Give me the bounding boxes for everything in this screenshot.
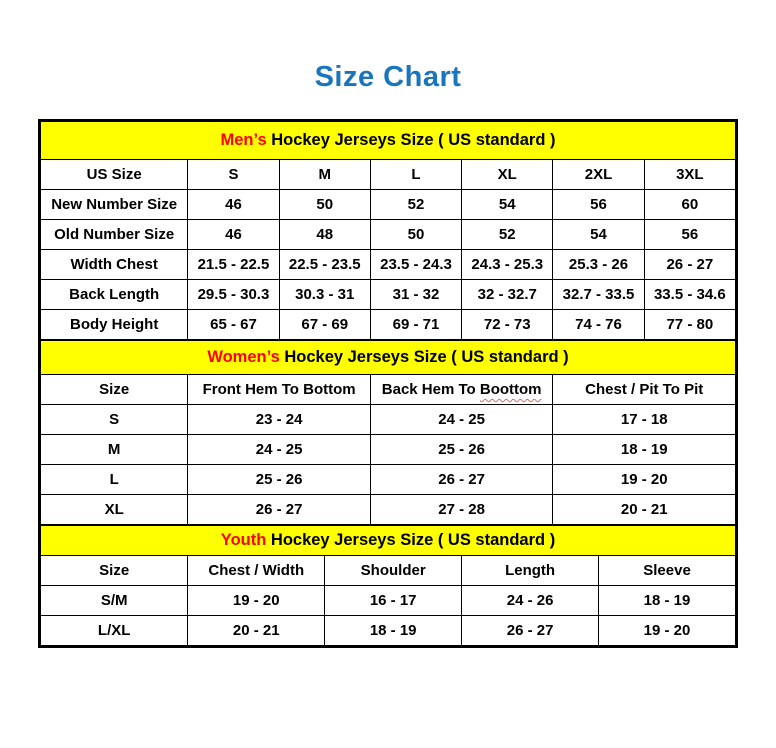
row-label: Body Height (41, 310, 188, 340)
womens-header-back-hem (370, 375, 553, 405)
cell: 32.7 - 33.5 (553, 280, 644, 310)
womens-band-rest: Hockey Jerseys Size ( US standard ) (279, 348, 569, 366)
cell: 16 - 17 (325, 586, 462, 616)
womens-header-row (41, 375, 736, 405)
cell: 54 (553, 220, 644, 250)
cell: 46 (188, 220, 279, 250)
table-row (41, 495, 736, 525)
cell: 46 (188, 190, 279, 220)
cell: 24 - 26 (462, 586, 599, 616)
table-row (41, 616, 736, 646)
youth-band-highlight: Youth (220, 531, 267, 549)
table-row (41, 310, 736, 340)
table-row (41, 405, 736, 435)
row-label: XL (41, 495, 188, 525)
back-hem-prefix: Back Hem To (381, 381, 480, 398)
cell: 30.3 - 31 (279, 280, 370, 310)
cell: 50 (370, 220, 461, 250)
youth-header-size: Size (41, 556, 188, 586)
mens-header-us-size: US Size (41, 160, 188, 190)
mens-band-title (41, 122, 736, 160)
mens-header-l: L (370, 160, 461, 190)
cell: 65 - 67 (188, 310, 279, 340)
row-label: S (41, 405, 188, 435)
cell: 29.5 - 30.3 (188, 280, 279, 310)
table-row (41, 190, 736, 220)
mens-header-xl: XL (462, 160, 553, 190)
row-label: S/M (41, 586, 188, 616)
mens-band-highlight: Men’s (220, 131, 267, 149)
row-label: Old Number Size (41, 220, 188, 250)
cell: 56 (644, 220, 735, 250)
mens-size-table (40, 121, 736, 340)
mens-header-m: M (279, 160, 370, 190)
mens-header-s: S (188, 160, 279, 190)
womens-section-band (41, 341, 736, 375)
cell: 52 (462, 220, 553, 250)
cell: 26 - 27 (462, 616, 599, 646)
cell: 24 - 25 (188, 435, 371, 465)
cell: 19 - 20 (553, 465, 736, 495)
cell: 17 - 18 (553, 405, 736, 435)
womens-header-chest: Chest / Pit To Pit (553, 375, 736, 405)
cell: 23 - 24 (188, 405, 371, 435)
cell: 21.5 - 22.5 (188, 250, 279, 280)
cell: 24.3 - 25.3 (462, 250, 553, 280)
youth-header-shoulder: Shoulder (325, 556, 462, 586)
cell: 22.5 - 23.5 (279, 250, 370, 280)
womens-header-front-hem: Front Hem To Bottom (188, 375, 371, 405)
youth-section-band (41, 526, 736, 556)
youth-header-sleeve: Sleeve (599, 556, 736, 586)
cell: 26 - 27 (644, 250, 735, 280)
womens-band-title (41, 341, 736, 375)
cell: 60 (644, 190, 735, 220)
row-label: Back Length (41, 280, 188, 310)
cell: 25.3 - 26 (553, 250, 644, 280)
cell: 25 - 26 (188, 465, 371, 495)
cell: 26 - 27 (370, 465, 553, 495)
table-row (41, 280, 736, 310)
row-label: M (41, 435, 188, 465)
cell: 20 - 21 (188, 616, 325, 646)
womens-band-highlight: Women’s (207, 348, 280, 366)
youth-band-title (41, 526, 736, 556)
size-chart (38, 119, 738, 648)
cell: 23.5 - 24.3 (370, 250, 461, 280)
cell: 72 - 73 (462, 310, 553, 340)
youth-header-row (41, 556, 736, 586)
cell: 18 - 19 (325, 616, 462, 646)
row-label: L (41, 465, 188, 495)
page (0, 56, 776, 648)
mens-header-3xl: 3XL (644, 160, 735, 190)
mens-band-rest: Hockey Jerseys Size ( US standard ) (266, 131, 556, 149)
cell: 54 (462, 190, 553, 220)
row-label: L/XL (41, 616, 188, 646)
youth-band-rest: Hockey Jerseys Size ( US standard ) (266, 531, 556, 549)
cell: 25 - 26 (370, 435, 553, 465)
cell: 56 (553, 190, 644, 220)
cell: 52 (370, 190, 461, 220)
youth-size-table (40, 525, 736, 646)
cell: 24 - 25 (370, 405, 553, 435)
cell: 50 (279, 190, 370, 220)
cell: 27 - 28 (370, 495, 553, 525)
cell: 20 - 21 (553, 495, 736, 525)
table-row (41, 586, 736, 616)
mens-header-row (41, 160, 736, 190)
womens-size-table (40, 340, 736, 525)
cell: 33.5 - 34.6 (644, 280, 735, 310)
back-hem-misspelled-word: Boottom (479, 381, 542, 398)
cell: 18 - 19 (599, 586, 736, 616)
cell: 77 - 80 (644, 310, 735, 340)
youth-header-chest-width: Chest / Width (188, 556, 325, 586)
table-row (41, 435, 736, 465)
page-title: Size Chart (314, 61, 462, 93)
cell: 69 - 71 (370, 310, 461, 340)
womens-header-size: Size (41, 375, 188, 405)
mens-header-2xl: 2XL (553, 160, 644, 190)
cell: 48 (279, 220, 370, 250)
table-row (41, 250, 736, 280)
cell: 31 - 32 (370, 280, 461, 310)
cell: 19 - 20 (188, 586, 325, 616)
cell: 18 - 19 (553, 435, 736, 465)
cell: 19 - 20 (599, 616, 736, 646)
table-row (41, 465, 736, 495)
cell: 67 - 69 (279, 310, 370, 340)
table-row (41, 220, 736, 250)
mens-section-band (41, 122, 736, 160)
cell: 74 - 76 (553, 310, 644, 340)
cell: 32 - 32.7 (462, 280, 553, 310)
cell: 26 - 27 (188, 495, 371, 525)
youth-header-length: Length (462, 556, 599, 586)
row-label: Width Chest (41, 250, 188, 280)
row-label: New Number Size (41, 190, 188, 220)
